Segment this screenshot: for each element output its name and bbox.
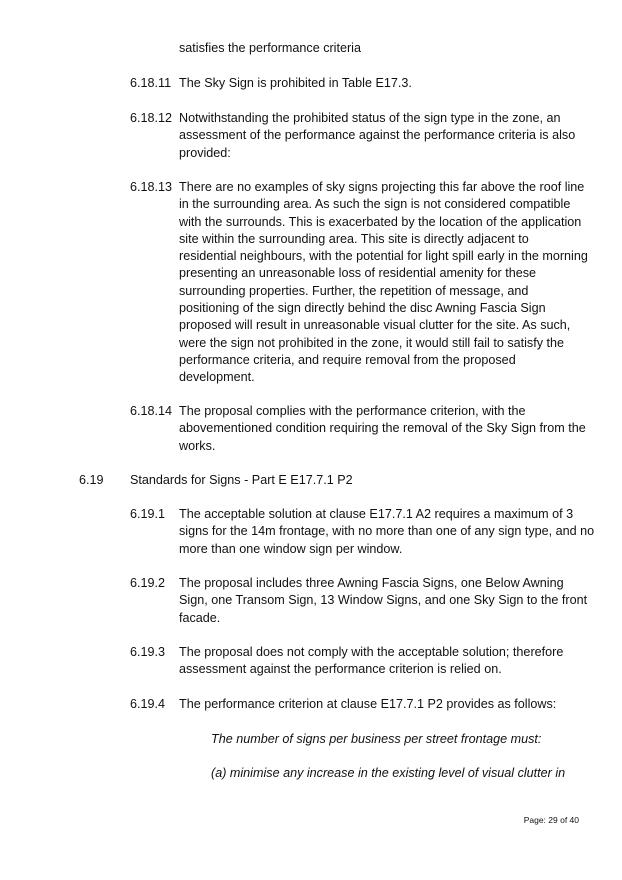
section-title: Standards for Signs - Part E E17.7.1 P2 <box>130 473 353 487</box>
clause-number: 6.19.1 <box>130 507 166 521</box>
paragraph-line: Notwithstanding the prohibited status of the sign type in the zone, an <box>179 111 561 125</box>
paragraph-line: signs for the 14m frontage, with no more than one of any sign type, and no <box>179 524 595 539</box>
page-number: Page: 29 of 40 <box>523 815 579 825</box>
paragraph-line: abovementioned condition requiring the removal of the Sky Sign from the <box>179 421 586 436</box>
paragraph-line: presenting an unreasonable loss of residential amenity for these <box>179 266 537 281</box>
paragraph-line: facade. <box>179 610 221 625</box>
paragraph-line: Sign, one Transom Sign, 13 Window Signs, and one Sky Sign to the front <box>179 593 588 608</box>
clause-number: 6.19.2 <box>130 576 166 590</box>
quote-line: (a) minimise any increase in the existing level of visual clutter in <box>211 766 566 780</box>
paragraph-line: The acceptable solution at clause E17.7.1 A2 requires a maximum of 3 <box>179 507 574 521</box>
quote-line: The number of signs per business per street frontage must: <box>211 732 542 746</box>
paragraph-line: proposed will result in unreasonable visual clutter for the site. As such, <box>179 318 571 333</box>
paragraph-line: The proposal does not comply with the acceptable solution; therefore <box>179 645 564 659</box>
paragraph-line: residential neighbours, with the potential for light spill early in the morning <box>179 249 588 264</box>
clause-number: 6.18.13 <box>130 180 173 194</box>
paragraph-line: positioning of the sign directly behind the disc Awning Fascia Sign <box>179 301 546 316</box>
paragraph-line: There are no examples of sky signs projecting this far above the roof line <box>179 180 585 194</box>
paragraph-line: in the surrounding area. As such the sign is not considered compatible <box>179 197 571 212</box>
paragraph-line: satisfies the performance criteria <box>179 41 361 55</box>
paragraph-line: performance criteria, and require removal from the proposed <box>179 352 516 367</box>
section-number: 6.19 <box>79 473 104 487</box>
paragraph-line: The performance criterion at clause E17.7.1 P2 provides as follows: <box>179 697 557 711</box>
clause-number: 6.18.14 <box>130 404 173 418</box>
paragraph-line: were the sign not prohibited in the zone, it would still fail to satisfy the <box>179 335 565 350</box>
paragraph-line: with the surrounds. This is exacerbated by the location of the application <box>179 214 582 229</box>
paragraph-line: works. <box>179 438 216 453</box>
paragraph-line: surrounding properties. Further, the repetition of message, and <box>179 283 529 298</box>
paragraph-line: provided: <box>179 145 231 160</box>
paragraph-line: assessment of the performance against the performance criteria is also <box>179 128 576 143</box>
paragraph-line: site within the surrounding area. This site is directly adjacent to <box>179 231 529 246</box>
clause-number: 6.19.3 <box>130 645 166 659</box>
clause-number: 6.18.11 <box>130 76 172 90</box>
paragraph-line: assessment against the performance criterion is relied on. <box>179 662 502 677</box>
paragraph-line: The proposal includes three Awning Fascia Signs, one Below Awning <box>179 576 564 590</box>
paragraph-line: The Sky Sign is prohibited in Table E17.3. <box>179 76 412 90</box>
clause-number: 6.18.12 <box>130 111 173 125</box>
paragraph-line: development. <box>179 370 255 385</box>
clause-number: 6.19.4 <box>130 697 166 711</box>
paragraph-line: The proposal complies with the performance criterion, with the <box>179 404 526 418</box>
paragraph-line: more than one window sign per window. <box>179 541 403 556</box>
